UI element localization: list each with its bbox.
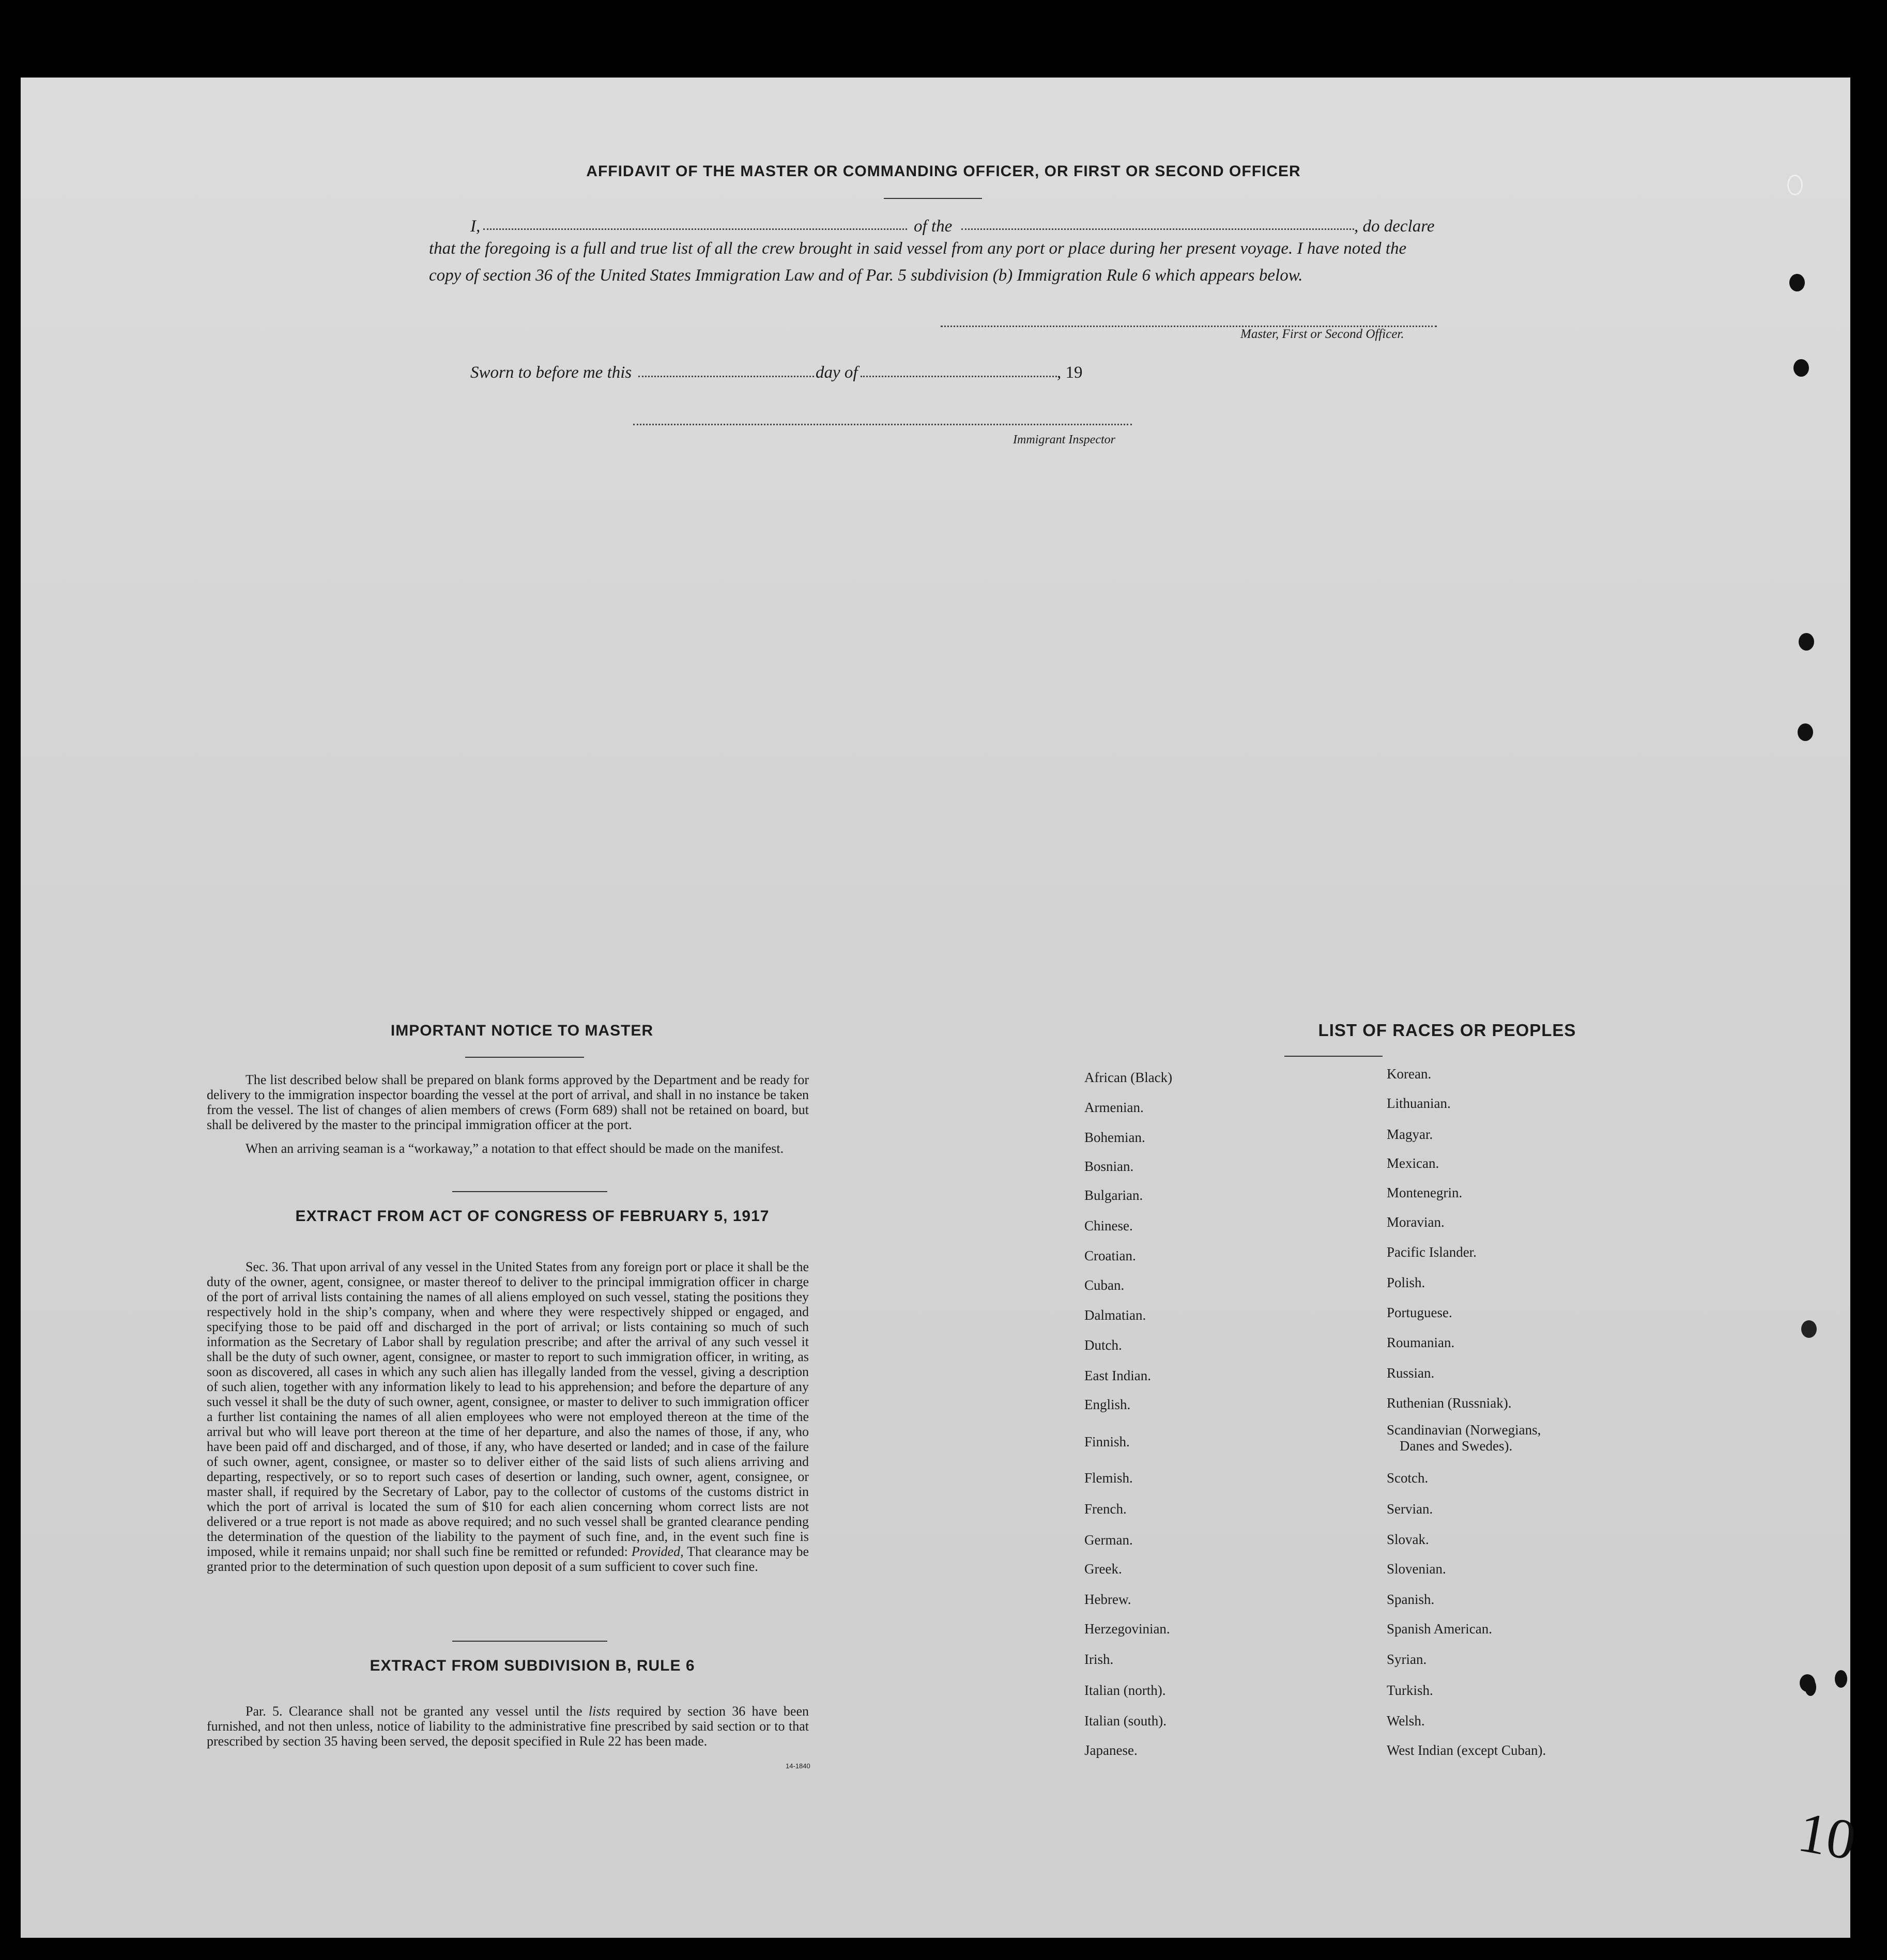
affidavit-line-3: copy of section 36 of the United States Immigration Law and of Par. 5 subdivision (b) Immigration Rule 6 which appears below.: [429, 266, 1303, 285]
affidavit-i: I,: [470, 217, 481, 236]
race-item: Scotch.: [1387, 1470, 1429, 1486]
rule-text-start: Par. 5. Clearance shall not be granted any vessel until the: [246, 1704, 582, 1719]
races-divider: [1284, 1056, 1383, 1057]
affidavit-title: AFFIDAVIT OF THE MASTER OR COMMANDING OFFICER, OR FIRST OR SECOND OFFICER: [586, 163, 1301, 180]
punch-hole: [1789, 274, 1805, 291]
race-item: Dalmatian.: [1084, 1307, 1146, 1323]
race-item: Danes and Swedes).: [1400, 1438, 1513, 1454]
race-item: Hebrew.: [1084, 1592, 1131, 1607]
punch-hole: [1805, 1678, 1816, 1696]
inspector-label: Immigrant Inspector: [1013, 433, 1115, 446]
race-item: Italian (south).: [1084, 1713, 1167, 1728]
race-item: Cuban.: [1084, 1277, 1125, 1293]
race-item: Croatian.: [1084, 1248, 1136, 1263]
race-item: Ruthenian (Russniak).: [1387, 1395, 1512, 1411]
punch-hole-ring: [1787, 175, 1803, 195]
race-item: Welsh.: [1387, 1713, 1425, 1728]
race-item: Herzegovinian.: [1084, 1621, 1170, 1637]
race-item: Chinese.: [1084, 1218, 1133, 1233]
race-item: Slovak.: [1387, 1532, 1429, 1547]
rule-text-end: required by section 36 have been furnished, and not then unless, notice of liability to the administrative fine prescribed by said section or to that prescribed by section 35 having been served, the deposit specified in Rule 22 has been made.: [207, 1704, 809, 1749]
inspector-signature-line[interactable]: [633, 424, 1132, 425]
notice-paragraph-1: The list described below shall be prepared on blank forms approved by the Department and be ready for delivery to the immigration inspector boarding the vessel at the port of arrival, and shall in no instance be taken from the vessel. The list of changes of alien members of crews (Form 689) shall not be retained on board, but shall be delivered by the master to the principal immigration officer at the port.: [207, 1072, 809, 1132]
race-item: African (Black): [1084, 1070, 1173, 1085]
sworn-label: Sworn to before me this: [470, 363, 632, 382]
race-item: Turkish.: [1387, 1683, 1433, 1698]
race-item: Korean.: [1387, 1066, 1432, 1082]
race-item: German.: [1084, 1532, 1133, 1548]
race-item: Greek.: [1084, 1561, 1122, 1577]
races-title: LIST OF RACES OR PEOPLES: [1318, 1021, 1576, 1040]
affidavit-line-2: that the foregoing is a full and true list of all the crew brought in said vessel from any port or place during her present voyage. I have noted the: [429, 239, 1407, 258]
lists-word: lists: [588, 1704, 610, 1719]
race-item: Servian.: [1387, 1501, 1433, 1517]
affidavit-of-the: of the: [914, 217, 953, 236]
race-item: Polish.: [1387, 1275, 1425, 1290]
punch-hole: [1793, 359, 1809, 377]
race-item: Japanese.: [1084, 1742, 1138, 1758]
notice-title: IMPORTANT NOTICE TO MASTER: [390, 1022, 654, 1039]
provided-word: Provided,: [631, 1544, 684, 1559]
race-item: Syrian.: [1387, 1652, 1427, 1667]
race-item: Finnish.: [1084, 1434, 1130, 1449]
race-item: Pacific Islander.: [1387, 1244, 1477, 1260]
name-blank[interactable]: [483, 228, 907, 230]
race-item: Irish.: [1084, 1652, 1114, 1667]
punch-hole: [1835, 1670, 1847, 1688]
title-divider: [884, 198, 982, 199]
handwritten-mark: 10: [1793, 1800, 1861, 1872]
sworn-day-blank[interactable]: [638, 376, 814, 377]
race-item: English.: [1084, 1397, 1131, 1412]
punch-hole: [1799, 633, 1814, 651]
race-item: West Indian (except Cuban).: [1387, 1742, 1546, 1758]
form-number: 14-1840: [786, 1762, 810, 1770]
section-text: That upon arrival of any vessel in the United States from any foreign port or place it shall be the duty of the owner, agent, consignee, or master thereof to deliver to the principal immigration officer in charge of the port of arrival lists containing the names of all aliens employed on such vessel, stating the positions they respectively hold in the ship’s company, when and where they were respectively shipped or engaged, and specifying those to be paid off and discharged in the port of arrival; or lists containing so much of such information as the Secretary of Labor shall by regulation prescribe; and after the arrival of any such vessel it shall be the duty of such owner, agent, consignee, or master to report to such immigration officer, in writing, as soon as discovered, all cases in which any such alien has illegally landed from the vessel, giving a description of such alien, together with any information likely to lead to his apprehension; and before the departure of any such vessel it shall be the duty of such owner, agent, consignee, or master to deliver to such immigration officer a further list containing the names of all alien employees who were not employed thereon at the time of the arrival but who will leave port thereon at the time of her departure, and also the names of those, if any, who have been paid off and discharged, and of those, if any, who have deserted or landed; and in case of the failure of such owner, agent, consignee, or master so to deliver either of the said lists of such aliens arriving and departing, respectively, or so to report such cases of desertion or landing, such owner, agent, consignee, or master shall, if required by the Secretary of Labor, pay to the collector of customs of the customs district in which the port of arrival is located the sum of $10 for each alien concerning whom correct lists are not delivered or a true report is not made as above required; and no such vessel shall be granted clearance pending the determination of the question of the liability to the payment of such fine, and, in the event such fine is imposed, while it remains unpaid; nor shall such fine be remitted or refunded:: [207, 1259, 809, 1559]
race-item: Moravian.: [1387, 1214, 1445, 1230]
sworn-month-blank[interactable]: [861, 376, 1057, 377]
race-item: Roumanian.: [1387, 1335, 1455, 1350]
race-item: Dutch.: [1084, 1337, 1122, 1353]
race-item: Scandinavian (Norwegians,: [1387, 1422, 1541, 1438]
act-title: EXTRACT FROM ACT OF CONGRESS OF FEBRUARY 5, 1917: [295, 1208, 770, 1225]
race-item: Spanish.: [1387, 1592, 1435, 1607]
punch-hole: [1798, 723, 1813, 741]
race-item: Russian.: [1387, 1365, 1435, 1381]
race-item: Armenian.: [1084, 1100, 1144, 1115]
notice-end-divider: [452, 1191, 607, 1192]
section-label: Sec. 36.: [246, 1259, 289, 1274]
race-item: Italian (north).: [1084, 1683, 1166, 1698]
race-item: Flemish.: [1084, 1470, 1133, 1486]
vessel-blank[interactable]: [961, 228, 1354, 230]
race-item: East Indian.: [1084, 1368, 1151, 1383]
race-item: Portuguese.: [1387, 1305, 1452, 1320]
affidavit-declare: , do declare: [1354, 217, 1435, 236]
punch-hole: [1801, 1320, 1817, 1338]
notice-paragraph-2: When an arriving seaman is a “workaway,” a notation to that effect should be made on the manifest.: [246, 1141, 784, 1156]
race-item: Magyar.: [1387, 1126, 1433, 1142]
race-item: Spanish American.: [1387, 1621, 1492, 1637]
rule-title: EXTRACT FROM SUBDIVISION B, RULE 6: [370, 1657, 695, 1674]
year-label: , 19: [1057, 363, 1083, 382]
signature-label: Master, First or Second Officer.: [1240, 327, 1404, 341]
race-item: Lithuanian.: [1387, 1095, 1451, 1111]
act-end-divider: [452, 1641, 607, 1642]
race-item: Bohemian.: [1084, 1130, 1145, 1145]
notice-divider: [465, 1057, 584, 1058]
rule-paragraph: [207, 1704, 809, 1749]
act-section-36: [207, 1259, 809, 1574]
race-item: Bosnian.: [1084, 1159, 1134, 1174]
section-text-end: That clearance may be granted prior to the determination of such question upon deposit of a sum sufficient to cover such fine.: [207, 1544, 809, 1574]
day-of-label: day of: [816, 363, 858, 382]
race-item: Slovenian.: [1387, 1561, 1446, 1577]
race-item: Bulgarian.: [1084, 1187, 1143, 1203]
race-item: Montenegrin.: [1387, 1185, 1463, 1200]
race-item: Mexican.: [1387, 1155, 1439, 1171]
race-item: French.: [1084, 1501, 1127, 1517]
